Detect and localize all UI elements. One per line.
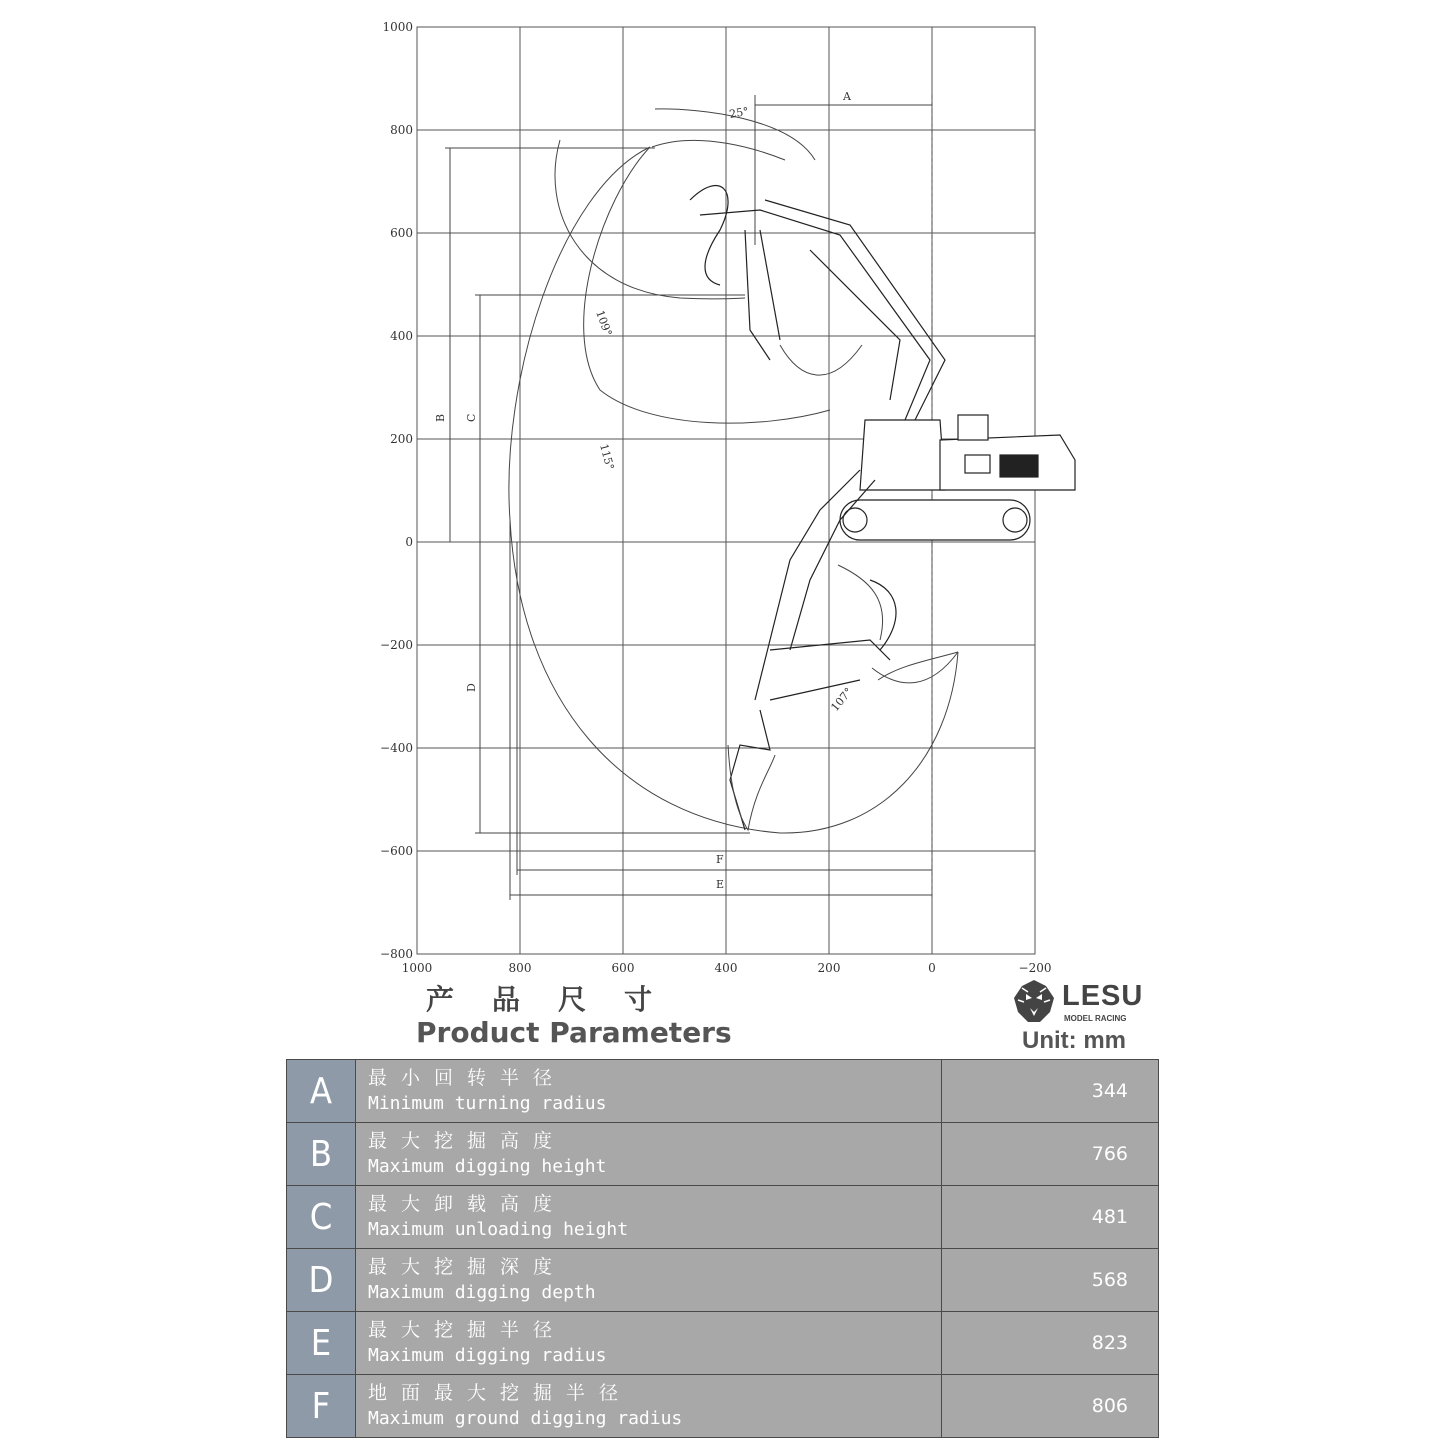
angle-label: 109° <box>593 308 615 338</box>
dimension-label-a: A <box>843 90 851 103</box>
table-row <box>287 1060 1159 1123</box>
dimension-label-e: E <box>716 878 725 891</box>
title-english: Product Parameters <box>416 1016 732 1049</box>
row-letter: E <box>287 1312 356 1375</box>
table-row <box>287 1249 1159 1312</box>
row-label-cn: 地面最大挖掘半径 <box>368 1382 633 1404</box>
angle-label: 25° <box>728 104 750 121</box>
brand-logo <box>1012 978 1152 1028</box>
y-axis-ticks <box>380 20 413 961</box>
dimension-label-c: C <box>465 413 478 422</box>
row-value: 568 <box>942 1249 1159 1312</box>
row-description <box>356 1186 942 1249</box>
row-letter: C <box>287 1186 356 1249</box>
x-tick: 0 <box>928 961 936 975</box>
row-value: 481 <box>942 1186 1159 1249</box>
row-letter: B <box>287 1123 356 1186</box>
y-tick: −400 <box>380 741 413 755</box>
y-tick: −600 <box>380 844 413 858</box>
y-tick: 800 <box>390 123 413 137</box>
angle-labels <box>593 105 855 714</box>
dimension-label-b: B <box>434 413 447 422</box>
x-axis-ticks <box>402 961 1052 975</box>
row-label-cn: 最大挖掘高度 <box>368 1130 567 1152</box>
row-label-cn: 最大挖掘半径 <box>368 1319 567 1341</box>
dimension-label-d: D <box>465 683 478 692</box>
lion-head-icon <box>1012 978 1056 1024</box>
row-label-cn: 最小回转半径 <box>368 1067 567 1089</box>
angle-label: 107° <box>828 685 856 714</box>
row-label-cn: 最大挖掘深度 <box>368 1256 567 1278</box>
angle-label: 115° <box>597 442 617 472</box>
row-value: 823 <box>942 1312 1159 1375</box>
y-tick: 1000 <box>382 20 413 34</box>
row-value: 766 <box>942 1123 1159 1186</box>
x-tick: −200 <box>1018 961 1052 975</box>
row-label-en: Maximum digging height <box>368 1156 607 1177</box>
dimension-labels <box>434 90 852 891</box>
table-row <box>287 1186 1159 1249</box>
y-tick: −200 <box>380 638 413 652</box>
y-tick: 400 <box>390 329 413 343</box>
row-letter: F <box>287 1375 356 1438</box>
row-label-en: Maximum unloading height <box>368 1219 629 1240</box>
brand-name: LESU <box>1062 980 1144 1012</box>
y-tick: −800 <box>380 947 413 961</box>
y-tick: 600 <box>390 226 413 240</box>
excavator-body <box>840 415 1075 540</box>
x-tick: 1000 <box>401 961 433 975</box>
row-value: 806 <box>942 1375 1159 1438</box>
row-label-en: Maximum ground digging radius <box>368 1408 683 1429</box>
boom-upper <box>690 186 945 420</box>
row-letter: A <box>287 1060 356 1123</box>
y-tick: 200 <box>390 432 413 446</box>
row-label-en: Minimum turning radius <box>368 1093 607 1114</box>
bucket-shapes <box>728 345 958 830</box>
row-description <box>356 1123 942 1186</box>
row-label-cn: 最大卸载高度 <box>368 1193 567 1215</box>
x-tick: 200 <box>817 961 841 975</box>
row-description <box>356 1312 942 1375</box>
parameters-table <box>286 1059 1159 1438</box>
row-value: 344 <box>942 1060 1159 1123</box>
x-tick: 600 <box>611 961 635 975</box>
table-row <box>287 1375 1159 1438</box>
unit-label: Unit: mm <box>1022 1027 1126 1054</box>
row-description <box>356 1249 942 1312</box>
row-description <box>356 1060 942 1123</box>
table-row <box>287 1312 1159 1375</box>
row-label-en: Maximum digging depth <box>368 1282 596 1303</box>
x-tick: 400 <box>714 961 738 975</box>
y-tick: 0 <box>405 535 413 549</box>
row-letter: D <box>287 1249 356 1312</box>
table-row <box>287 1123 1159 1186</box>
row-description <box>356 1375 942 1438</box>
brand-subtitle: MODEL RACING <box>1064 1014 1127 1023</box>
x-tick: 800 <box>508 961 532 975</box>
title-chinese: 产品尺寸 <box>426 983 691 1016</box>
dimension-label-f: F <box>716 853 724 866</box>
row-label-en: Maximum digging radius <box>368 1345 607 1366</box>
